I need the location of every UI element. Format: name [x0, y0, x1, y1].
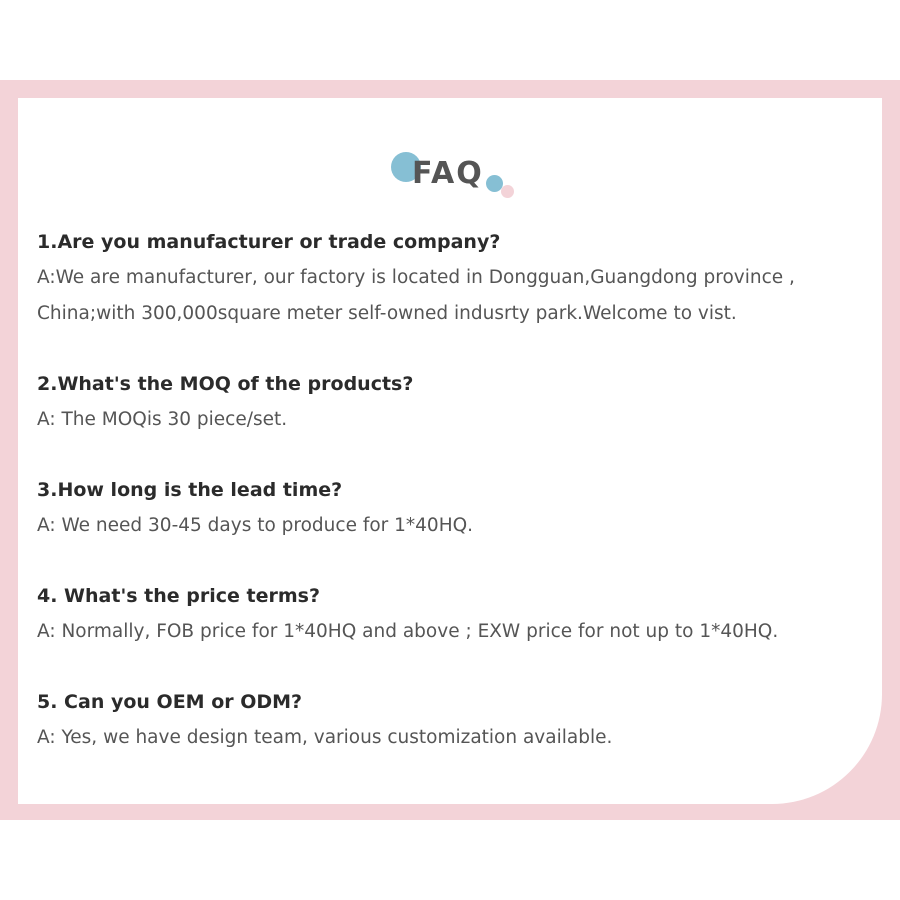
faq-item-3: [37, 472, 877, 544]
faq-answer-line: A:We are manufacturer, our factory is located in Dongguan,Guangdong province ,: [37, 267, 795, 288]
faq-item-2: [37, 366, 877, 438]
faq-answer-line: A: We need 30-45 days to produce for 1*40HQ.: [37, 515, 474, 536]
faq-question: 2.What's the MOQ of the products?: [37, 373, 414, 395]
faq-question: 4. What's the price terms?: [37, 585, 321, 607]
faq-list: [37, 224, 877, 778]
faq-header: [18, 140, 882, 200]
faq-question: 1.Are you manufacturer or trade company?: [37, 231, 501, 253]
faq-card: [18, 98, 882, 804]
faq-item-1: [37, 224, 877, 332]
faq-answer-line: A: Yes, we have design team, various customization available.: [37, 727, 613, 748]
faq-answer-line: China;with 300,000square meter self-owned indusrty park.Welcome to vist.: [37, 303, 737, 324]
faq-answer-line: A: Normally, FOB price for 1*40HQ and above ; EXW price for not up to 1*40HQ.: [37, 621, 779, 642]
faq-item-4: [37, 578, 877, 650]
faq-question: 5. Can you OEM or ODM?: [37, 691, 303, 713]
faq-item-5: [37, 684, 877, 756]
pink-frame: [0, 80, 900, 820]
faq-question: 3.How long is the lead time?: [37, 479, 343, 501]
pink-dot-decoration: [501, 185, 514, 198]
page-title: FAQ: [412, 156, 484, 191]
faq-answer-line: A: The MOQis 30 piece/set.: [37, 409, 288, 430]
